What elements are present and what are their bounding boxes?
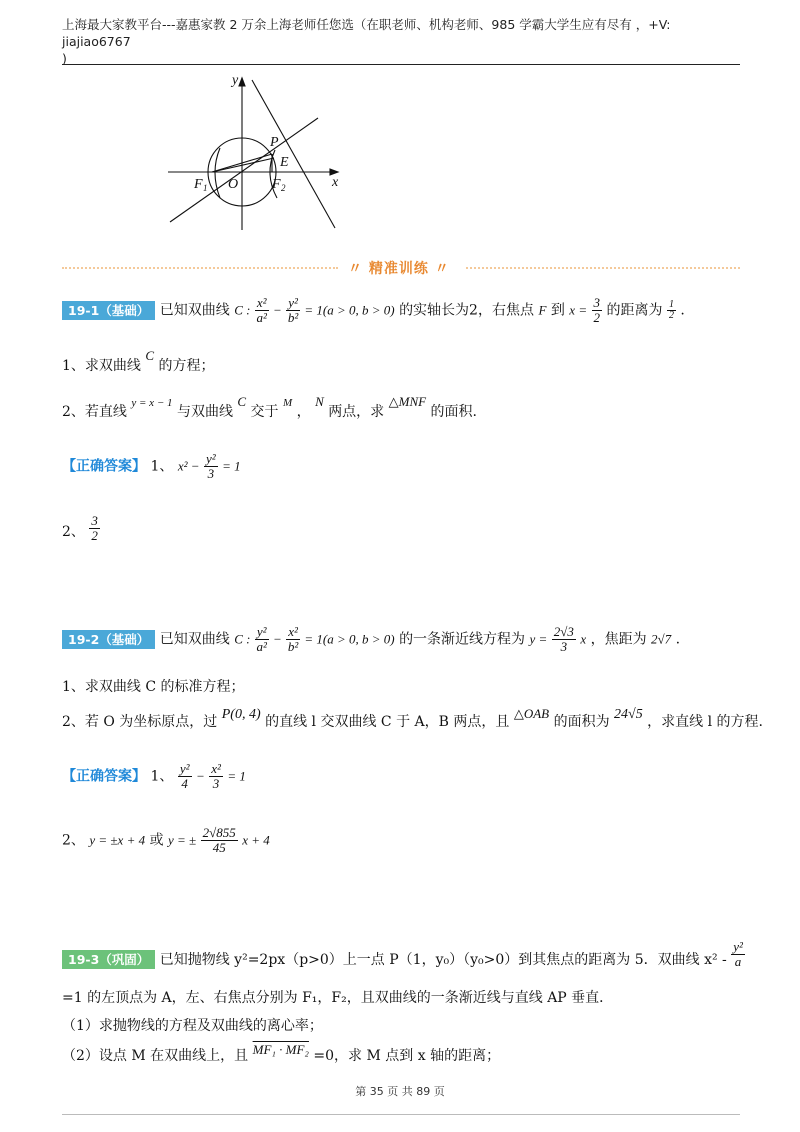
q1-part-1: 1、求双曲线 C 的方程； [62,348,215,374]
header-line-2: ) [62,51,67,66]
question-19-1: 19-1（基础） 已知双曲线 C : $\frac{\text{x²}}{\text{a²}}$ − $\frac{\text{y²}}{\text{b²}}$ = 1(a > 0, b > 0) 的实轴长为2，右焦点 F 到 x = $\frac{3}{2}$ 的距离为 $\frac{1}{2}$ . [62,296,685,325]
label-F1: F [194,177,203,192]
label-x: x [332,175,339,190]
answer-label: 【正确答案】 [62,458,146,475]
section-title: 〃 精准训练 〃 [348,261,450,277]
page-number: 第 35 页 共 89 页 [355,1085,445,1098]
page-header [62,16,742,67]
label-y: y [232,73,239,88]
label-F2-sub: 2 [281,183,286,193]
footer-divider [62,1114,740,1115]
section-divider-left [62,267,338,269]
answer-19-1: 【正确答案】 1、 x² − $\frac{\text{y²}}{3}$ = 1 [62,451,241,481]
header-line-1: 上海最大家教平台---嘉惠家教 2 万余上海老师任您选（在职老师、机构老师、985 学霸大学生应有尽有 ，+V: jiajiao6767 [62,17,671,49]
hyperbola-figure [160,70,350,235]
q2-part-2: 2、若 O 为坐标原点，过 P(0, 4) 的直线 l 交双曲线 C 于 A，B 两点，且 △OAB 的面积为 24√5 ，求直线 l 的方程. [62,706,763,730]
question-19-3: 19-3（巩固） 已知抛物线 y²=2px（p>0）上一点 P（1，y₀）（y₀>0）到其焦点的距离为 5．双曲线 x² - $\frac{\text{y²}}{a}$ [62,940,745,970]
y-axis-arrow [239,78,245,86]
label-P: P [270,135,279,150]
answer-19-2-part-2: 2、 y = ±x + 4 或 y = ± $\frac{2√855}{45}$ x + 4 [62,825,270,855]
answer-19-2: 【正确答案】 1、 $\frac{\text{y²}}{4}$ − $\frac{\text{x²}}{3}$ = 1 [62,761,246,791]
q3-part-1: （1）求抛物线的方程及双曲线的离心率； [62,1018,323,1034]
q3-line-2: =1 的左顶点为 A，左、右焦点分别为 F₁，F₂，且双曲线的一条渐近线与直线 AP 垂直． [62,990,614,1006]
badge-19-1: 19-1（基础） [62,301,155,320]
label-F1-sub: 1 [203,183,208,193]
answer-19-1-part-2: 2、 $\frac{3}{2}$ [62,513,98,543]
label-F2: F [272,177,281,192]
badge-19-2: 19-2（基础） [62,630,155,649]
asymptote-2 [252,80,335,228]
question-19-2: 19-2（基础） 已知双曲线 C : $\frac{\text{y²}}{\text{a²}}$ − $\frac{\text{x²}}{\text{b²}}$ = 1(a > 0, b > 0) 的一条渐近线方程为 y = $\frac{2√3}{3}$ x ，焦距为 2√7 . [62,625,680,654]
badge-19-3: 19-3（巩固） [62,950,155,969]
section-divider-right [466,267,740,269]
label-O: O [228,177,239,192]
q1-part-2: 2、若直线 $^{y = x - 1}$ 与双曲线 C 交于 $^M$ ， N 两点，求 △MNF 的面积. [62,394,477,420]
q2-part-1: 1、求双曲线 C 的标准方程； [62,679,245,695]
header-divider [62,64,740,65]
label-E: E [280,155,289,170]
segment-F1E [212,158,274,172]
q3-part-2: （2）设点 M 在双曲线上，且 MF₁ · MF₂ =0，求 M 点到 x 轴的距离； [62,1042,501,1064]
answer-label: 【正确答案】 [62,768,146,785]
